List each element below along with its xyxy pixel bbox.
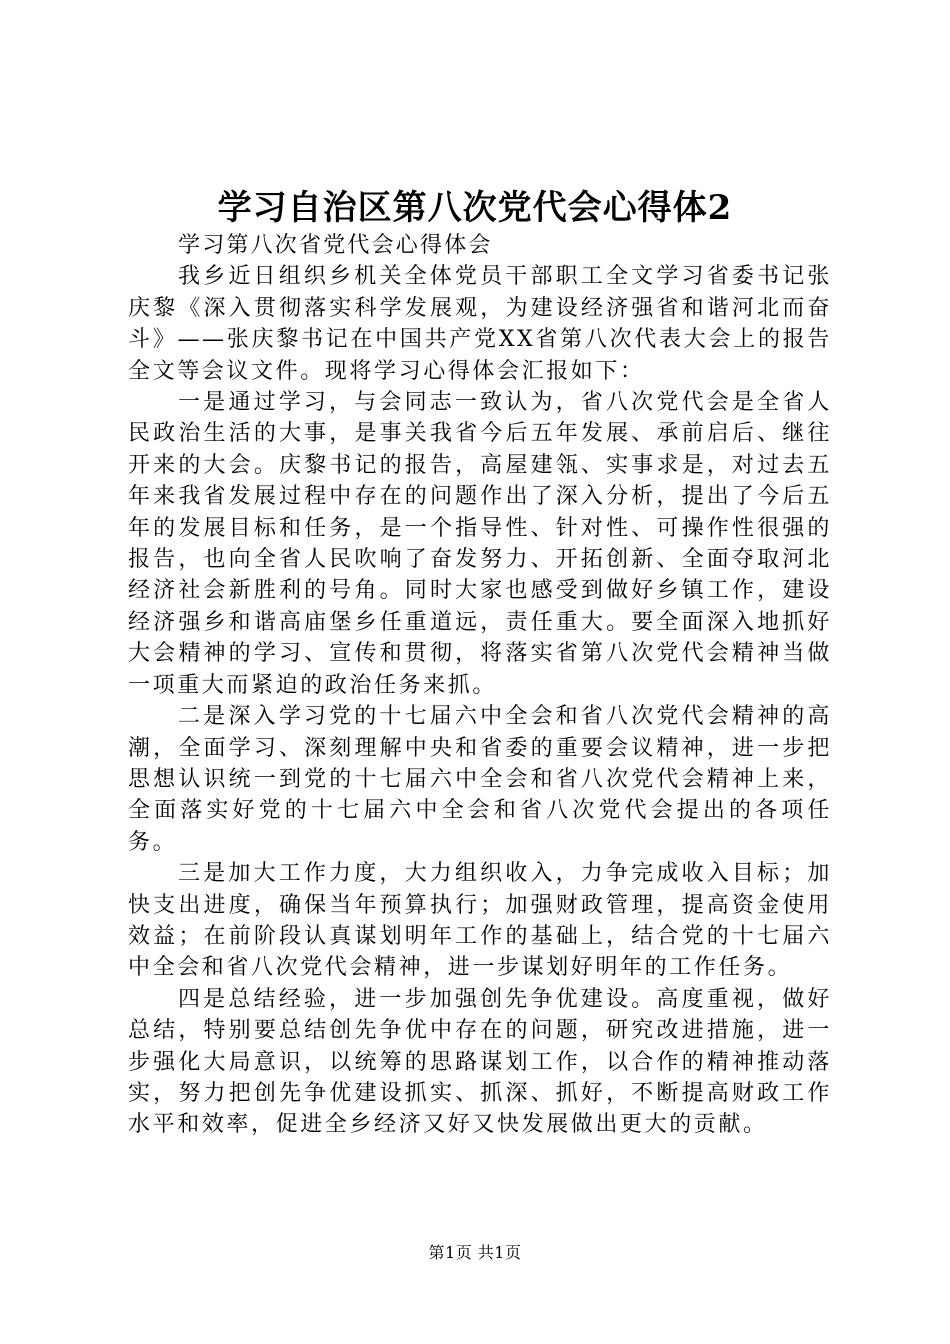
paragraph-point-1: 一是通过学习，与会同志一致认为，省八次党代会是全省人民政治生活的大事，是事关我省今后五年发展、承前启后、继往开来的大会。庆黎书记的报告，高屋建瓴、实事求是，对过去五年来我省发展过程中存在的问题作出了深入分析，提出了今后五年的发展目标和任务，是一个指导性、针对性、可操作性很强的报告，也向全省人民吹响了奋发努力、开拓创新、全面夺取河北经济社会新胜利的号角。同时大家也感受到做好乡镇工作，建设经济强乡和谐高庙堡乡任重道远，责任重大。要全面深入地抓好大会精神的学习、宣传和贯彻，将落实省第八次党代会精神当做一项重大而紧迫的政治任务来抓。 <box>128 390 832 698</box>
document-title: 学习自治区第八次党代会心得体2 <box>217 188 733 228</box>
document-subtitle: 学习第八次省党代会心得体会 <box>178 233 493 258</box>
document-body <box>128 230 832 1141</box>
paragraph-point-2: 二是深入学习党的十七届六中全会和省八次党代会精神的高潮，全面学习、深刻理解中央和省委的重要会议精神，进一步把思想认识统一到党的十七届六中全会和省八次党代会精神上来，全面落实好党的十七届六中全会和省八次党代会提出的各项任务。 <box>128 704 832 855</box>
paragraph-intro: 我乡近日组织乡机关全体党员干部职工全文学习省委书记张庆黎《深入贯彻落实科学发展观，为建设经济强省和谐河北而奋斗》——张庆黎书记在中国共产党XX省第八次代表大会上的报告全文等会议文件。现将学习心得体会汇报如下： <box>128 264 832 384</box>
paragraph-point-3: 三是加大工作力度，大力组织收入，力争完成收入目标；加快支出进度，确保当年预算执行；加强财政管理，提高资金使用效益；在前阶段认真谋划明年工作的基础上，结合党的十七届六中全会和省八次党代会精神，进一步谋划好明年的工作任务。 <box>128 861 832 981</box>
paragraph-point-4: 四是总结经验，进一步加强创先争优建设。高度重视，做好总结，特别要总结创先争优中存在的问题，研究改进措施，进一步强化大局意识，以统筹的思路谋划工作，以合作的精神推动落实，努力把创先争优建设抓实、抓深、抓好，不断提高财政工作水平和效率，促进全乡经济又好又快发展做出更大的贡献。 <box>128 986 832 1138</box>
page-number-footer: 第1页 共1页 <box>428 1243 522 1262</box>
